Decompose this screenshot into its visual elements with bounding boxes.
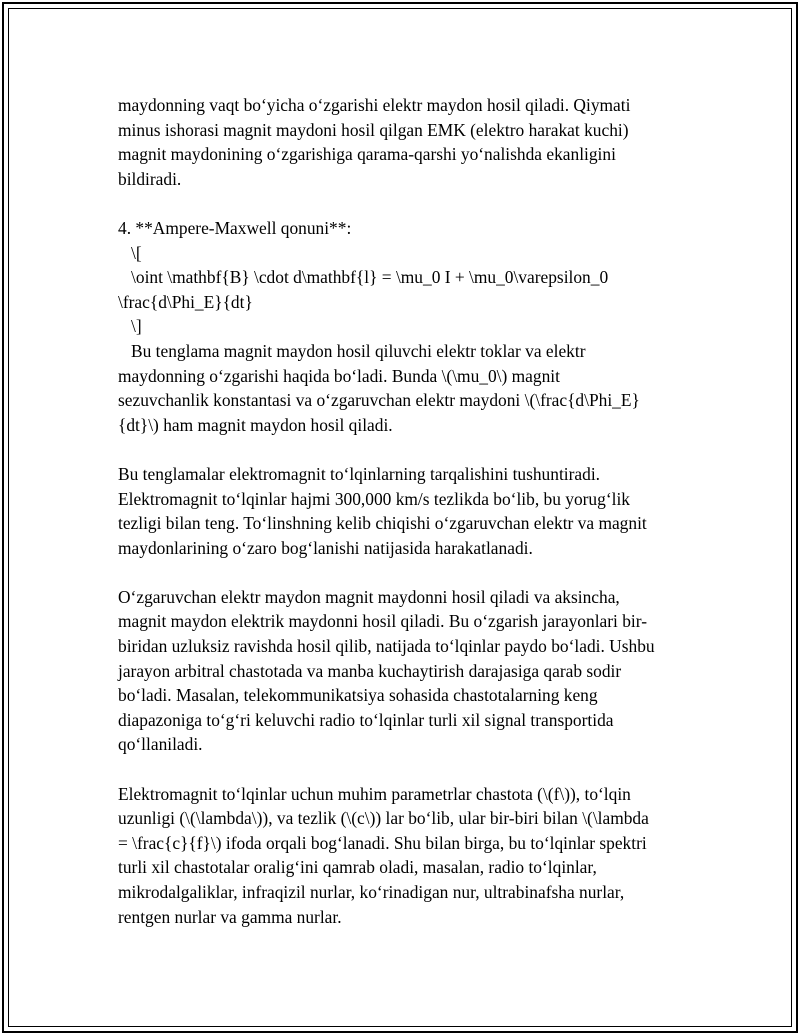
text-line: bildiradi. <box>118 168 182 189</box>
text-line: maydonning oʻzgarishi haqida boʻladi. Bunda \(\mu_0\) magnit <box>118 365 560 386</box>
text-line: turli xil chastotalar oraligʻini qamrab oladi, masalan, radio toʻlqinlar, <box>118 857 597 878</box>
text-line: mikrodalgaliklar, infraqizil nurlar, koʻrinadigan nur, ultrabinafsha nurlar, <box>118 882 625 902</box>
text-line: sezuvchanlik konstantasi va oʻzgaruvchan elektr maydoni \(\frac{d\Phi_E} <box>118 390 640 411</box>
document-body <box>118 93 698 929</box>
paragraph-spacer <box>118 191 698 216</box>
paragraph-parameters <box>118 782 698 930</box>
text-line: rentgen nurlar va gamma nurlar. <box>118 906 342 927</box>
text-line: diapazoniga toʻgʻri keluvchi radio toʻlqinlar turli xil signal transportida <box>118 709 614 730</box>
text-line: biridan uzluksiz ravishda hosil qilib, natijada toʻlqinlar paydo boʻladi. Ushbu <box>118 636 655 657</box>
formula-line: \frac{d\Phi_E}{dt} <box>118 291 253 312</box>
text-line: = \frac{c}{f}\) ifoda orqali bogʻlanadi. Shu bilan birga, bu toʻlqinlar spektri <box>118 832 647 853</box>
text-line: {dt}\) ham magnit maydon hosil qiladi. <box>118 414 393 435</box>
text-line: jarayon arbitral chastotada va manba kuchaytirish darajasiga qarab sodir <box>118 660 622 681</box>
text-line: boʻladi. Masalan, telekommunikatsiya sohasida chastotalarning keng <box>118 685 598 706</box>
paragraph-ampere-maxwell <box>118 216 698 437</box>
text-line: maydonlarining oʻzaro bogʻlanishi natijasida harakatlanadi. <box>118 537 533 558</box>
text-line: minus ishorasi magnit maydoni hosil qilgan EMK (elektro harakat kuchi) <box>118 119 629 140</box>
section-heading: 4. **Ampere-Maxwell qonuni**: <box>118 217 352 238</box>
formula-line: \[ <box>118 242 142 263</box>
text-line: Bu tenglama magnit maydon hosil qiluvchi elektr toklar va elektr <box>118 340 586 361</box>
paragraph-spacer <box>118 757 698 782</box>
paragraph-spacer <box>118 560 698 585</box>
paragraph-spacer <box>118 437 698 462</box>
text-line: uzunligi (\(\lambda\)), va tezlik (\(c\)) lar boʻlib, ular bir-biri bilan \(\lambda <box>118 808 649 829</box>
paragraph-field-interaction <box>118 585 698 757</box>
formula-line: \] <box>118 316 142 337</box>
paragraph-em-waves <box>118 462 698 560</box>
text-line: Bu tenglamalar elektromagnit toʻlqinlarning tarqalishini tushuntiradi. <box>118 463 600 484</box>
text-line: magnit maydon elektrik maydonni hosil qiladi. Bu oʻzgarish jarayonlari bir- <box>118 611 647 632</box>
text-line: Elektromagnit toʻlqinlar uchun muhim parametrlar chastota (\(f\)), toʻlqin <box>118 783 631 804</box>
text-line: qoʻllaniladi. <box>118 734 203 755</box>
paragraph-faraday-continuation <box>118 93 698 191</box>
text-line: Elektromagnit toʻlqinlar hajmi 300,000 km/s tezlikda boʻlib, bu yorugʻlik <box>118 488 630 509</box>
text-line: tezligi bilan teng. Toʻlinshning kelib chiqishi oʻzgaruvchan elektr va magnit <box>118 513 647 534</box>
text-line: magnit maydonining oʻzgarishiga qarama-qarshi yoʻnalishda ekanligini <box>118 144 616 165</box>
formula-line: \oint \mathbf{B} \cdot d\mathbf{l} = \mu_0 I + \mu_0\varepsilon_0 <box>118 267 609 288</box>
text-line: maydonning vaqt boʻyicha oʻzgarishi elektr maydon hosil qiladi. Qiymati <box>118 95 631 115</box>
text-line: Oʻzgaruvchan elektr maydon magnit maydonni hosil qiladi va aksincha, <box>118 586 620 607</box>
